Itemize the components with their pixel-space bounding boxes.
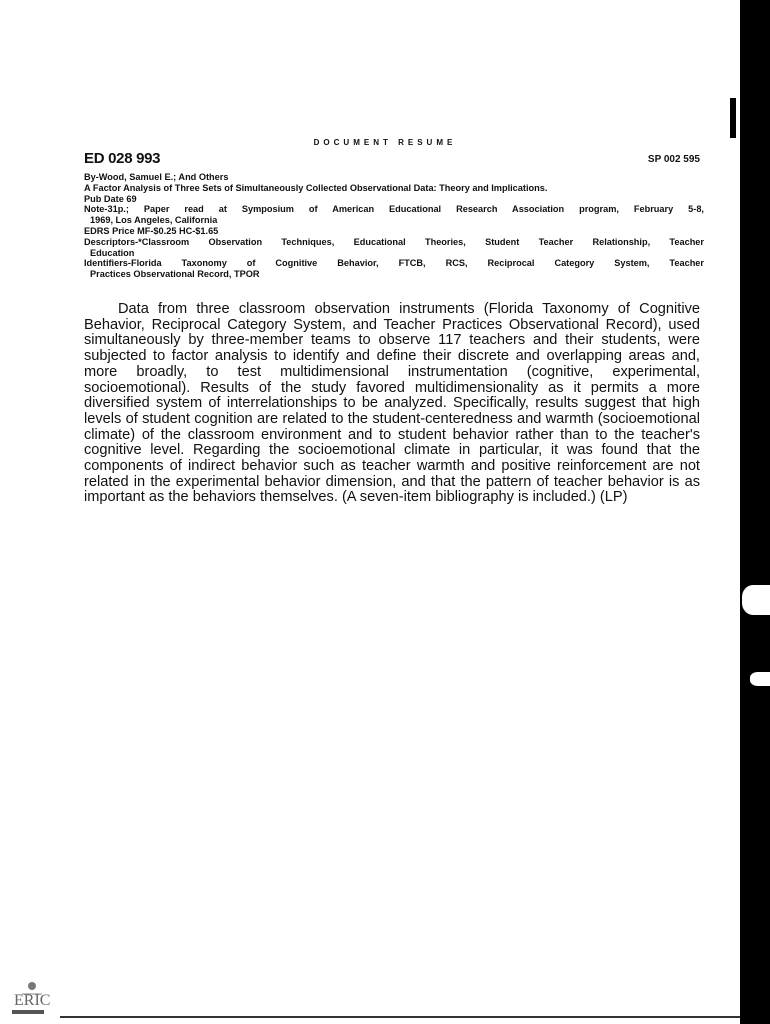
scan-edge-notch: [742, 585, 770, 615]
abstract-body: [84, 302, 700, 506]
identifiers-line: Identifiers-Florida Taxonomy of Cognitive Behavior, FTCB, RCS, Reciprocal Category System, Teacher: [84, 258, 704, 269]
scan-edge: [740, 0, 770, 1024]
page-bottom-rule: [60, 1016, 740, 1018]
abstract-paragraph: Data from three classroom observation instruments (Florida Taxonomy of Cognitive Behavior, Reciprocal Category System, and Teacher Practices Observational Record), used simultaneously by three-member teams to observe 117 teachers and their students, were subjected to factor analysis to identify and define their discrete and overlapping areas and, more broadly, to test multidimensional instrumentation (cognitive, experimental, socioemotional). Results of the study favored multidimensionality as it permits a more diversified system of interrelationships to be analyzed. Specifically, results suggest that high levels of student cognition are related to the student-centeredness and warmth (socioemotional climate) of the classroom environment and to student behavior rather than to the teacher's cognitive level. Regarding the socioemotional climate in particular, it was found that the components of indirect behavior such as teacher warmth and positive reinforcement are not related in the experimental behavior dimension, and that the pattern of teacher behavior is as important as the behaviors themselves. (A seven-item bibliography is included.) (LP): [84, 301, 700, 506]
note-line: Note-31p.; Paper read at Symposium of American Educational Research Association program, February 5-8,: [84, 204, 704, 215]
scan-edge-notch: [750, 672, 770, 686]
eric-logo-text: ERIC: [14, 992, 51, 1009]
eric-logo-bar: [12, 1010, 44, 1014]
document-header-title: DOCUMENT RESUME: [313, 138, 457, 147]
edrs-price-line: EDRS Price MF-$0.25 HC-$1.65: [84, 225, 219, 236]
pub-date-line: Pub Date 69: [84, 193, 137, 204]
title-line: A Factor Analysis of Three Sets of Simultaneously Collected Observational Data: Theory and Implications.: [84, 182, 548, 193]
author-line: By-Wood, Samuel E.; And Others: [84, 172, 229, 182]
note-line-continued: 1969, Los Angeles, California: [90, 215, 218, 226]
sp-number: SP 002 595: [647, 154, 700, 165]
scan-artifact-bar: [730, 98, 736, 138]
identifiers-line-continued: Practices Observational Record, TPOR: [90, 269, 260, 280]
citation-metadata: [84, 172, 704, 280]
descriptors-line: Descriptors-*Classroom Observation Techniques, Educational Theories, Student Teacher Relationship, Teacher: [84, 236, 704, 247]
descriptors-line-continued: Education: [90, 247, 135, 258]
ed-number: ED 028 993: [84, 150, 161, 167]
